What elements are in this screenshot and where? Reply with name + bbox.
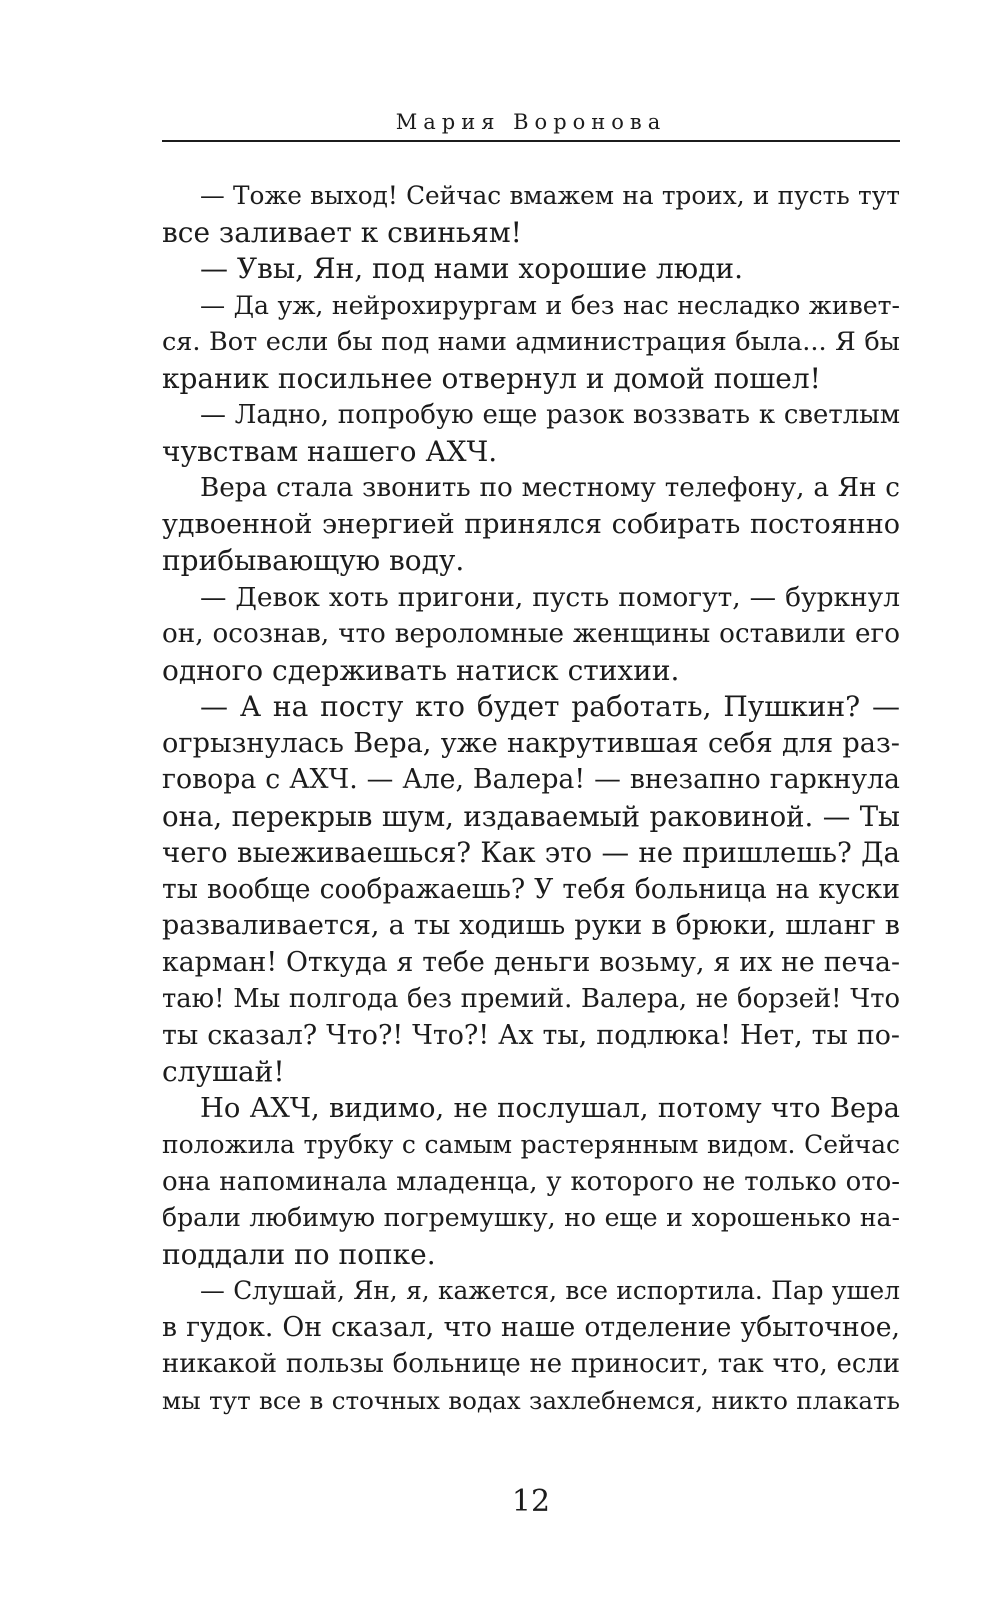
text-line: он, осознав, что вероломные женщины оставили его: [162, 619, 900, 649]
text-line: таю! Мы полгода без премий. Валера, не борзей! Что: [162, 984, 900, 1014]
running-head-author: Мария Воронова: [395, 110, 667, 134]
text-line: — Слушай, Ян, я, кажется, все испортила. Пар ушел: [200, 1276, 900, 1305]
text-line: в гудок. Он сказал, что наше отделение убыточное,: [162, 1311, 900, 1343]
text-line: все заливает к свиньям!: [162, 215, 522, 249]
text-line: — А на посту кто будет работать, Пушкин? —: [200, 690, 900, 723]
text-line: ты сказал? Что?! Что?! Ах ты, подлюка! Нет, ты по-: [162, 1019, 900, 1051]
text-line: брали любимую погремушку, но еще и хорошенько на-: [162, 1203, 900, 1232]
text-line: Вера стала звонить по местному телефону, а Ян с: [200, 473, 900, 503]
text-line: положила трубку с самым растерянным видом. Сейчас: [162, 1130, 900, 1159]
body-text: [162, 178, 900, 1419]
text-line: Но АХЧ, видимо, не послушал, потому что Вера: [200, 1092, 900, 1124]
text-line: карман! Откуда я тебе деньги возьму, я их не печа-: [162, 946, 900, 978]
text-line: — Да уж, нейрохирургам и без нас несладко живет-: [200, 290, 900, 320]
text-line: одного сдерживать натиск стихии.: [162, 653, 680, 687]
text-line: — Ладно, попробую еще разок воззвать к светлым: [200, 400, 900, 430]
text-line: никакой пользы больнице не приносит, так что, если: [162, 1349, 900, 1379]
text-line: удвоенной энергией принялся собирать постоянно: [162, 508, 900, 540]
text-line: чего выеживаешься? Как это — не пришлешь? Да: [162, 836, 900, 869]
text-line: она, перекрыв шум, издаваемый раковиной. — Ты: [162, 800, 900, 833]
text-line: — Девок хоть пригони, пусть помогут, — буркнул: [200, 581, 900, 613]
header-rule: [162, 140, 900, 142]
text-line: прибывающую воду.: [162, 544, 465, 577]
text-line: — Увы, Ян, под нами хорошие люди.: [200, 252, 743, 285]
page-number: 12: [511, 1484, 551, 1519]
text-line: она напоминала младенца, у которого не только ото-: [162, 1166, 900, 1197]
text-line: краник посильнее отвернул и домой пошел!: [162, 361, 821, 395]
text-line: чувствам нашего АХЧ.: [162, 434, 498, 468]
text-line: ты вообще соображаешь? У тебя больница на куски: [162, 873, 900, 905]
text-line: говора с АХЧ. — Але, Валера! — внезапно гаркнула: [162, 764, 900, 795]
text-line: ся. Вот если бы под нами администрация была... Я бы: [162, 327, 900, 357]
text-line: поддали по попке.: [162, 1237, 436, 1271]
text-line: огрызнулась Вера, уже накрутившая себя для раз-: [162, 727, 900, 759]
text-line: разваливается, а ты ходишь руки в брюки, шланг в: [162, 910, 900, 941]
text-line: мы тут все в сточных водах захлебнемся, никто плакать: [162, 1385, 900, 1415]
text-line: — Тоже выход! Сейчас вмажем на троих, и пусть тут: [200, 181, 900, 210]
text-line: слушай!: [162, 1055, 285, 1088]
